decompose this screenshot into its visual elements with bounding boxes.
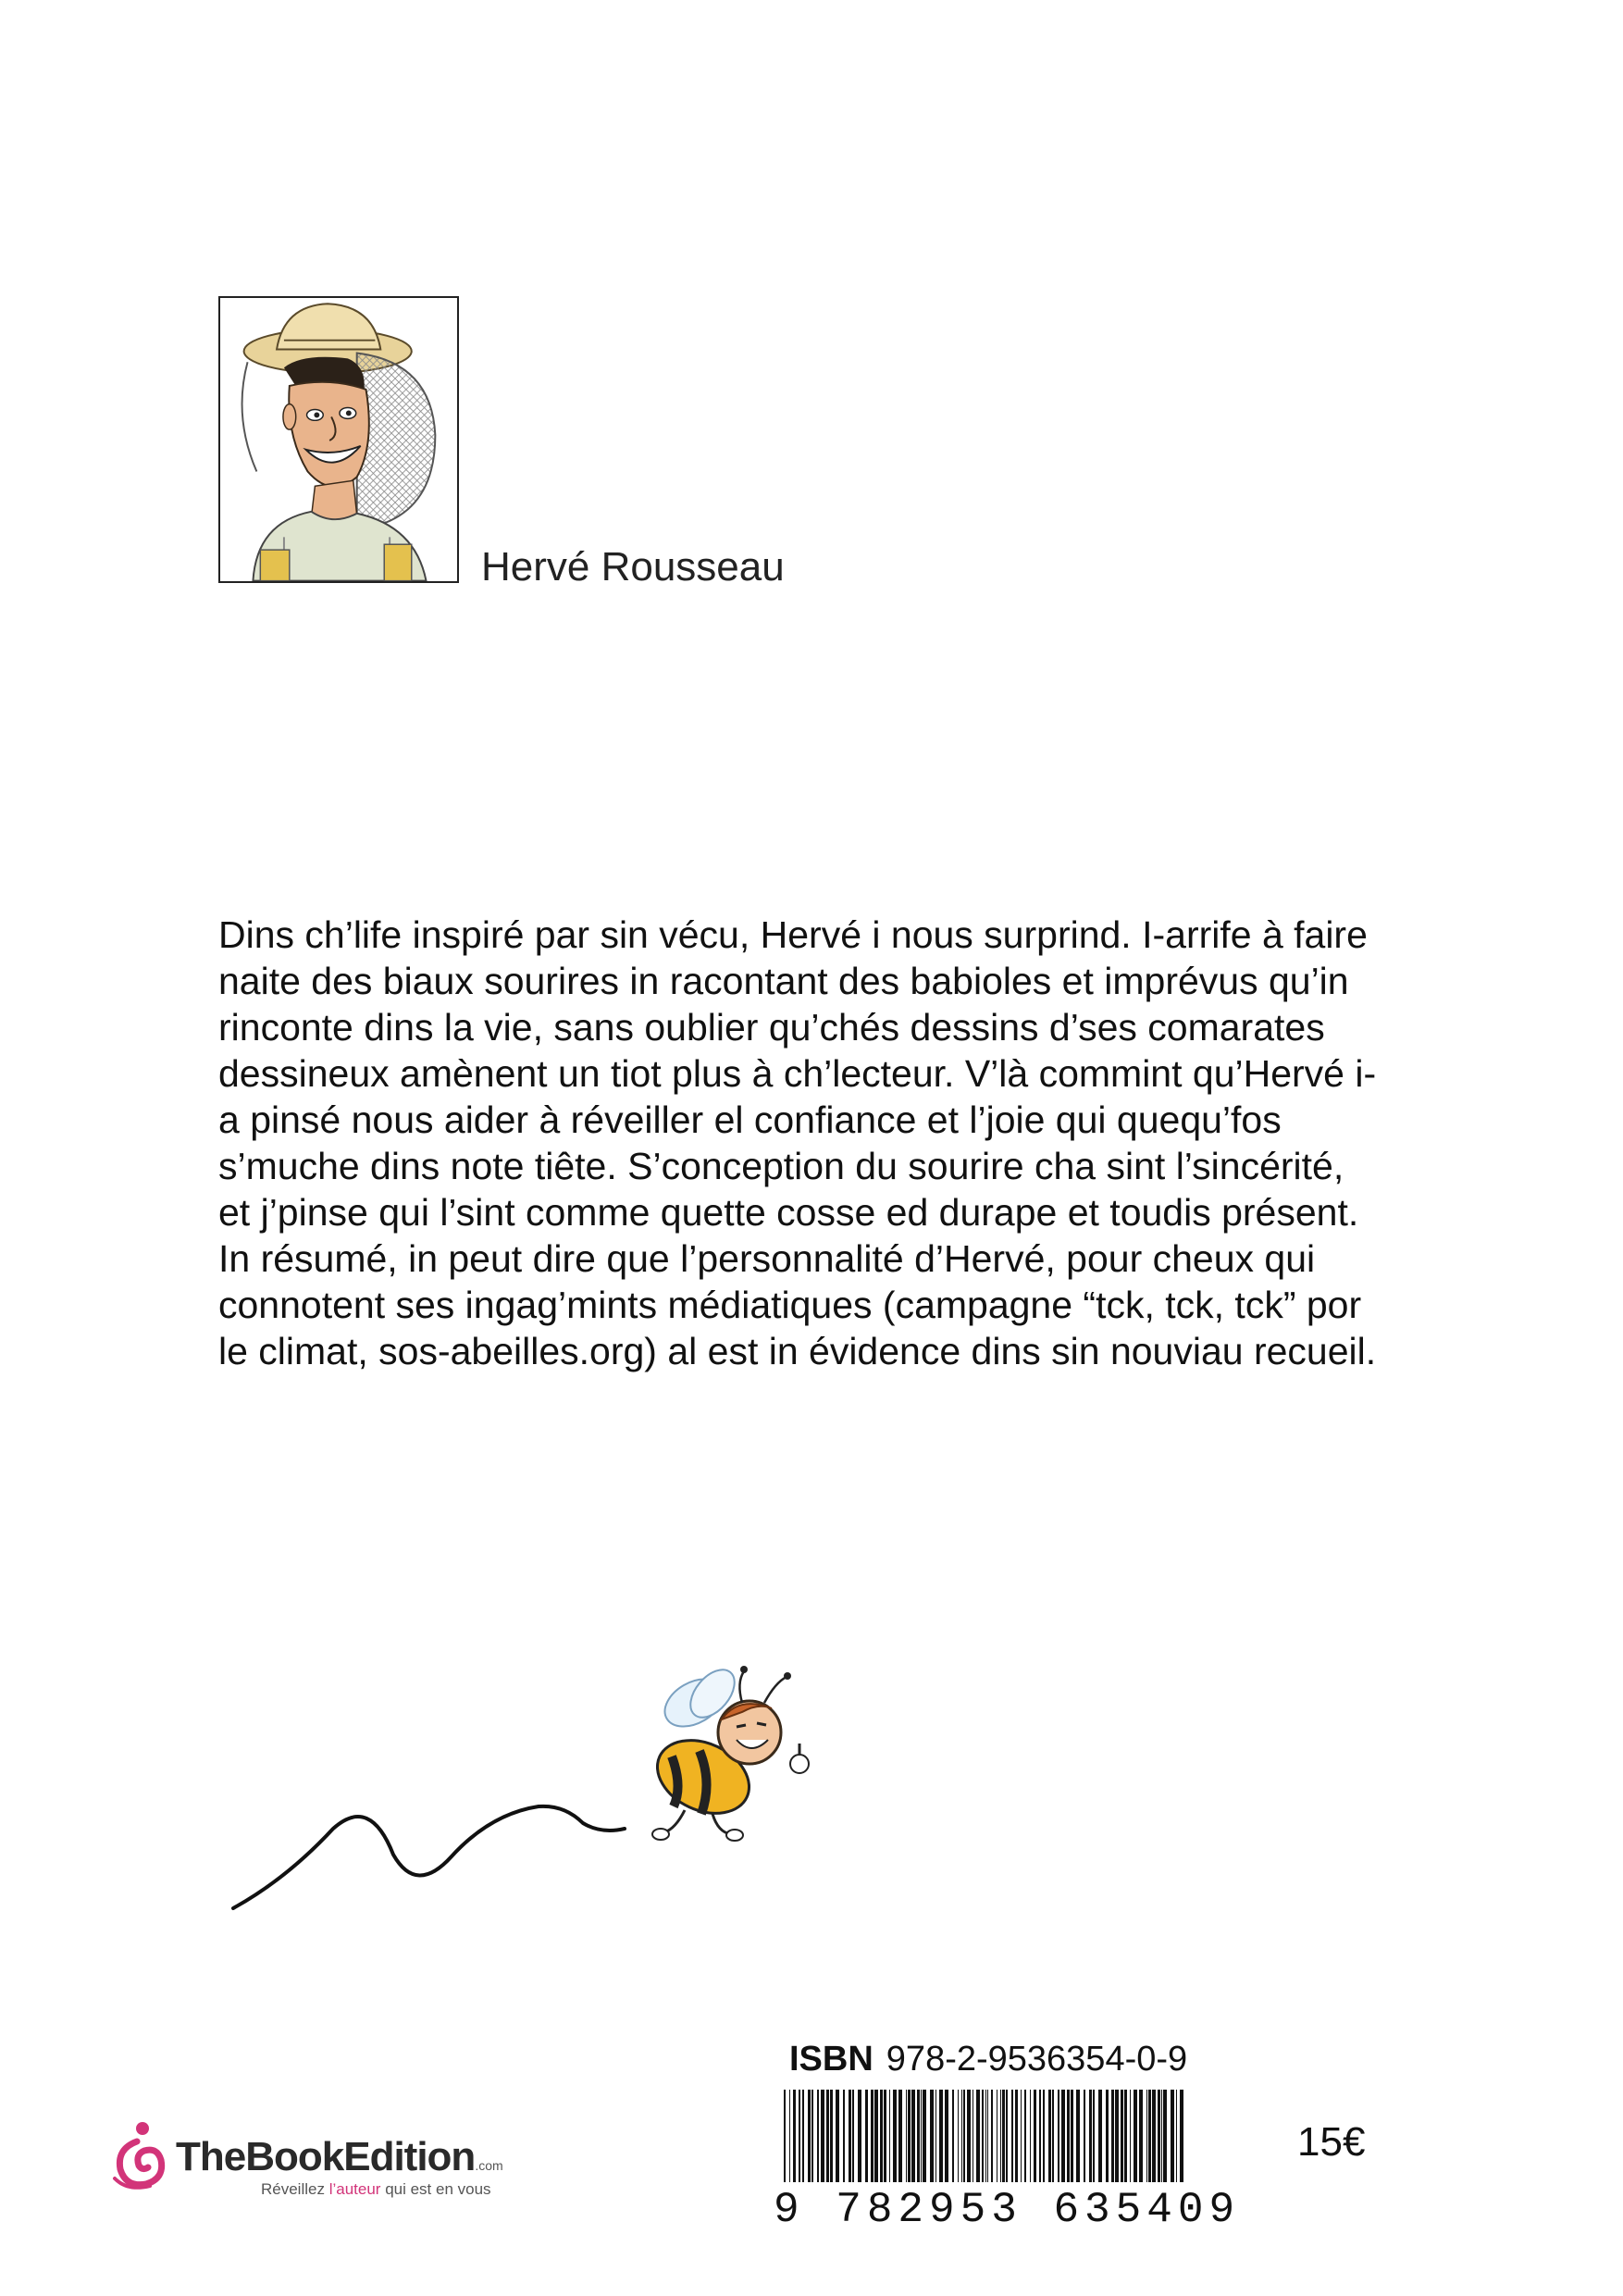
barcode-bar <box>1000 2090 1001 2182</box>
isbn-label: ISBN <box>789 2040 873 2079</box>
barcode-bar <box>821 2090 824 2182</box>
barcode-bar <box>921 2090 922 2182</box>
barcode-bar <box>987 2090 988 2182</box>
publisher-swirl-icon <box>109 2117 172 2191</box>
barcode-bar <box>789 2090 790 2182</box>
isbn-text <box>789 2040 1187 2079</box>
publisher-domain-suffix: .com <box>475 2158 503 2173</box>
barcode-bar <box>1163 2090 1167 2182</box>
barcode-bar <box>1089 2090 1092 2182</box>
barcode-bar <box>1002 2090 1005 2182</box>
barcode-bar <box>1176 2090 1177 2182</box>
barcode-bar <box>893 2090 897 2182</box>
barcode-bar <box>898 2090 902 2182</box>
bee-mascot-illustration <box>213 1647 879 1943</box>
barcode-bar <box>1148 2090 1151 2182</box>
barcode-bar <box>852 2090 854 2182</box>
price: 15€ <box>1297 2119 1366 2165</box>
publisher-name <box>176 2134 503 2180</box>
barcode-bar <box>911 2090 915 2182</box>
barcode-bar <box>1093 2090 1095 2182</box>
barcode-bar <box>836 2090 839 2182</box>
barcode-bar <box>889 2090 890 2182</box>
barcode-bar <box>817 2090 819 2182</box>
isbn-number: 978-2-9536354-0-9 <box>886 2040 1188 2079</box>
barcode-bar <box>843 2090 845 2182</box>
barcode-bar <box>880 2090 883 2182</box>
barcode-bar <box>1111 2090 1114 2182</box>
barcode-bar <box>874 2090 878 2182</box>
barcode-bar <box>1171 2090 1174 2182</box>
barcode-bar <box>1115 2090 1119 2182</box>
barcode-bar <box>930 2090 934 2182</box>
barcode-bar <box>1021 2090 1022 2182</box>
barcode-bar <box>1139 2090 1143 2182</box>
barcode-bar <box>1084 2090 1085 2182</box>
barcode-bar <box>1158 2090 1160 2182</box>
tagline-part-1: Réveillez <box>261 2180 329 2198</box>
barcode-bar <box>1052 2090 1054 2182</box>
barcode-bar <box>884 2090 886 2182</box>
publisher-name-text: TheBookEdition <box>176 2134 476 2179</box>
barcode-bar <box>976 2090 980 2182</box>
barcode-bar <box>784 2090 786 2182</box>
barcode-bar <box>826 2090 829 2182</box>
barcode-image <box>780 2090 1187 2182</box>
barcode-bar <box>1011 2090 1013 2182</box>
barcode-bar <box>982 2090 984 2182</box>
barcode-bar <box>1152 2090 1156 2182</box>
barcode-bar <box>1121 2090 1123 2182</box>
barcode-digits: 9 782953 635409 <box>774 2186 1241 2234</box>
barcode-bar <box>1024 2090 1026 2182</box>
barcode-bar <box>908 2090 911 2182</box>
barcode-bar <box>808 2090 811 2182</box>
barcode-bar <box>1161 2090 1162 2182</box>
barcode-bar <box>967 2090 971 2182</box>
barcode-bar <box>802 2090 804 2182</box>
barcode-bar <box>871 2090 873 2182</box>
barcode-bar <box>1124 2090 1127 2182</box>
barcode-bar <box>830 2090 833 2182</box>
barcode-bar <box>865 2090 868 2182</box>
barcode-bar <box>1130 2090 1131 2182</box>
barcode-bar <box>963 2090 965 2182</box>
barcode-bar <box>1043 2090 1045 2182</box>
barcode-bar <box>958 2090 959 2182</box>
barcode-bar <box>1098 2090 1102 2182</box>
barcode-bar <box>906 2090 907 2182</box>
barcode-bar <box>1067 2090 1070 2182</box>
barcode-bar <box>793 2090 796 2182</box>
beekeeper-caricature-illustration <box>220 298 457 581</box>
bee-icon <box>646 1661 809 1841</box>
barcode-bar <box>1006 2090 1008 2182</box>
barcode-bar <box>812 2090 813 2182</box>
back-cover-blurb <box>218 912 1384 1374</box>
barcode-bar <box>1146 2090 1147 2182</box>
barcode-bar <box>1015 2090 1018 2182</box>
barcode-bar <box>799 2090 800 2182</box>
tagline-part-2: qui est en vous <box>380 2180 491 2198</box>
author-name: Hervé Rousseau <box>481 544 785 590</box>
publisher-tagline <box>261 2180 491 2199</box>
barcode-bar <box>1034 2090 1036 2182</box>
blurb-paragraph-2: In résumé, in peut dire que l’personnalité d’Hervé, pour cheux qui connotent ses ingag’mints médiatiques (campagne “tck, tck, tck” por le climat, sos-abeilles.org) al est in évidence dins sin nouviau recueil. <box>218 1237 1377 1372</box>
barcode-bar <box>1071 2090 1073 2182</box>
blurb-paragraph-1: Dins ch’life inspiré par sin vécu, Hervé i nous surprind. I-arrife à faire naite des biaux sourires in racontant des babioles et imprévus qu’in rinconte dins la vie, sans oublier qu’chés dessins d’ses comarates dessineux amènent un tiot plus à ch’lecteur. V’là commint qu’Hervé i-a pinsé nous aider à réveiller el confiance et l’joie qui quequ’fos s’muche dins note tiête. S’conception du sourire cha sint l’sincérité, et j’pinse qui l’sint comme quette cosse ed durape et toudis présent. <box>218 913 1377 1234</box>
barcode-bar <box>1076 2090 1080 2182</box>
barcode-bar <box>991 2090 993 2182</box>
barcode-bar <box>935 2090 936 2182</box>
barcode-bar <box>945 2090 948 2182</box>
tagline-accent: l’auteur <box>328 2180 381 2198</box>
barcode-bar <box>1058 2090 1059 2182</box>
barcode-bar <box>1106 2090 1109 2182</box>
flight-path-line <box>233 1806 625 1908</box>
barcode-bar <box>923 2090 926 2182</box>
barcode-bar <box>917 2090 920 2182</box>
barcode-bar <box>961 2090 962 2182</box>
barcode-bar <box>985 2090 986 2182</box>
author-portrait <box>218 296 459 583</box>
barcode-bar <box>1030 2090 1031 2182</box>
barcode-bar <box>1180 2090 1183 2182</box>
barcode-bar <box>849 2090 851 2182</box>
barcode-bar <box>939 2090 943 2182</box>
barcode-bar <box>858 2090 861 2182</box>
barcode-bar <box>1048 2090 1051 2182</box>
barcode-bar <box>952 2090 954 2182</box>
barcode-bar <box>1061 2090 1065 2182</box>
barcode-bar <box>1134 2090 1137 2182</box>
publisher-logo <box>109 2117 572 2219</box>
barcode-bar <box>1039 2090 1041 2182</box>
